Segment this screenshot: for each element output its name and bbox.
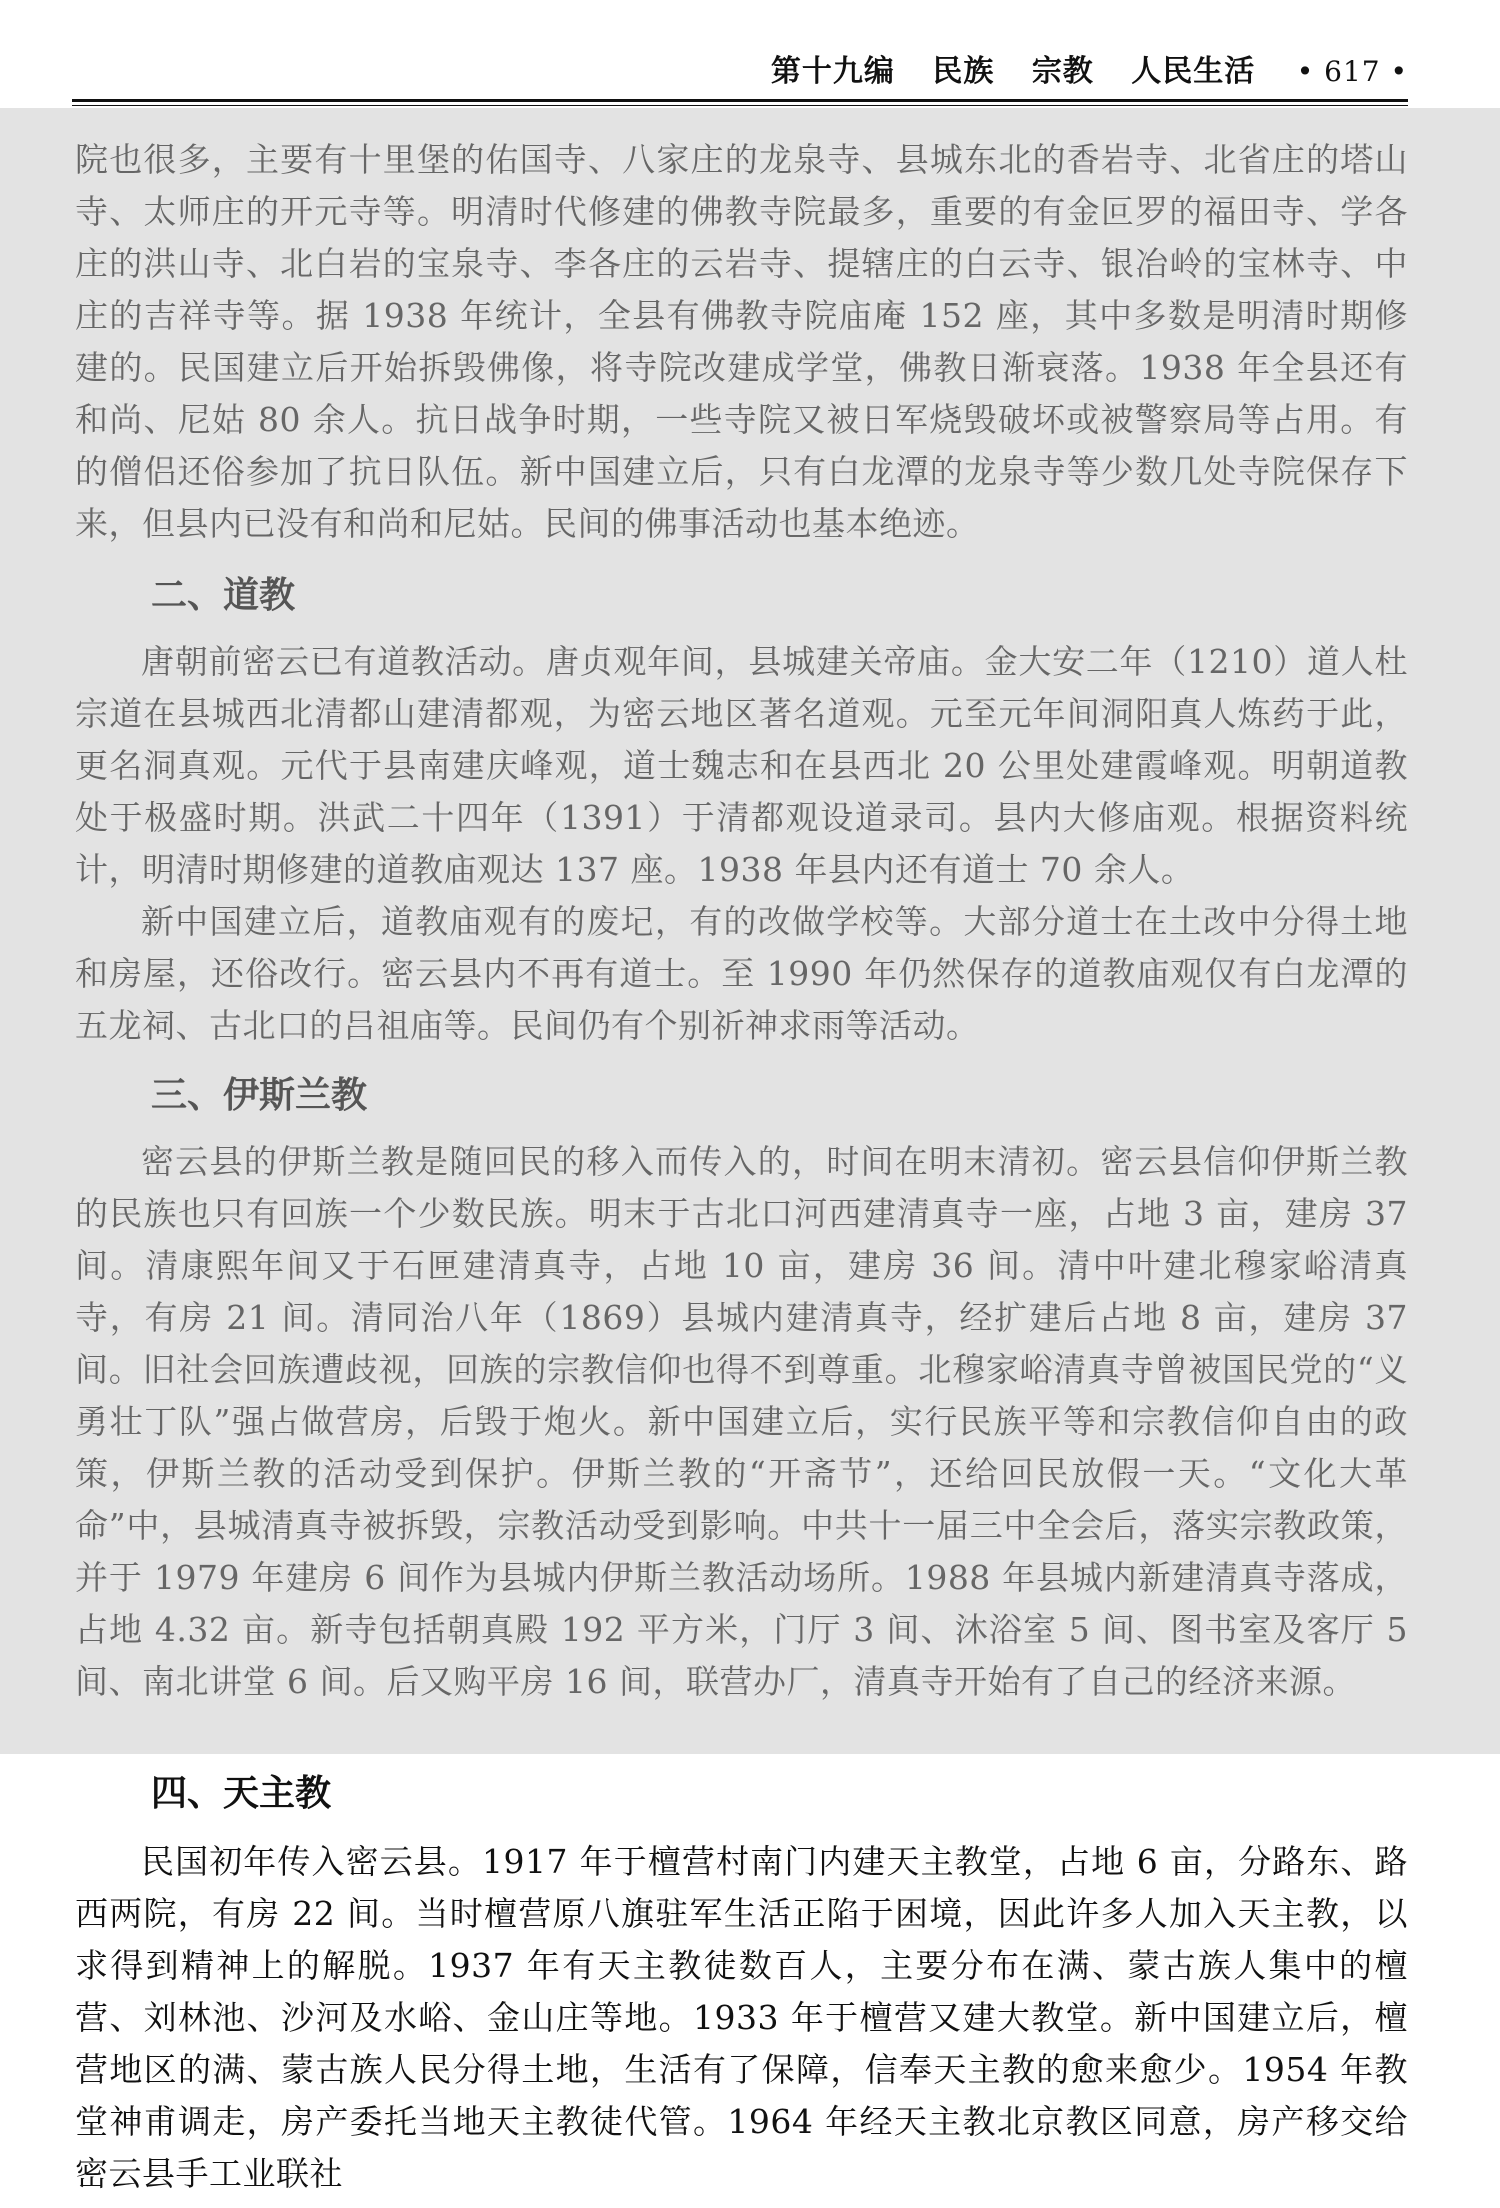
buddhism-paragraph-tail: 院也很多，主要有十里堡的佑国寺、八家庄的龙泉寺、县城东北的香岩寺、北省庄的塔山寺、太师庄的开元寺等。明清时代修建的佛教寺院最多，重要的有金叵罗的福田寺、学各庄的洪山寺、北白岩的宝泉寺、李各庄的云岩寺、提辖庄的白云寺、银冶岭的宝林寺、中庄的吉祥寺等。据 1938 年统计，全县有佛教寺院庙庵 152 座，其中多数是明清时期修建的。民国建立后开始拆毁佛像，将寺院改建成学堂，佛教日渐衰落。1938 年全县还有和尚、尼姑 80 余人。抗日战争时期，一些寺院又被日军烧毁破坏或被警察局等占用。有的僧侣还俗参加了抗日队伍。新中国建立后，只有白龙潭的龙泉寺等少数几处寺院保存下来，但县内已没有和尚和尼姑。民间的佛事活动也基本绝迹。: [75, 140, 1408, 543]
header-rule-thin: [72, 105, 1408, 106]
page-header: [72, 52, 1408, 92]
islam-paragraph-1: 密云县的伊斯兰教是随回民的移入而传入的，时间在明末清初。密云县信仰伊斯兰教的民族也只有回族一个少数民族。明末于古北口河西建清真寺一座，占地 3 亩，建房 37 间。清康熙年间又于石匣建清真寺，占地 10 亩，建房 36 间。清中叶建北穆家峪清真寺，有房 21 间。清同治八年（1869）县城内建清真寺，经扩建后占地 8 亩，建房 37 间。旧社会回族遭歧视，回族的宗教信仰也得不到尊重。北穆家峪清真寺曾被国民党的“义勇壮丁队”强占做营房，后毁于炮火。新中国建立后，实行民族平等和宗教信仰自由的政策，伊斯兰教的活动受到保护。伊斯兰教的“开斋节”，还给回民放假一天。“文化大革命”中，县城清真寺被拆毁，宗教活动受到影响。中共十一届三中全会后，落实宗教政策，并于 1979 年建房 6 间作为县城内伊斯兰教活动场所。1988 年县城内新建清真寺落成，占地 4.32 亩。新寺包括朝真殿 192 平方米，门厅 3 间、沐浴室 5 间、图书室及客厅 5 间、南北讲堂 6 间。后又购平房 16 间，联营办厂，清真寺开始有了自己的经济来源。: [75, 1142, 1408, 1701]
section-heading-taoism: 二、道教: [151, 575, 296, 616]
header-section-religion: 宗教: [1031, 54, 1094, 89]
highlighted-content: [75, 134, 1408, 1708]
section-heading-catholicism: 四、天主教: [151, 1773, 332, 1814]
section-heading-islam: 三、伊斯兰教: [151, 1075, 368, 1116]
taoism-paragraph-2: 新中国建立后，道教庙观有的废圮，有的改做学校等。大部分道士在土改中分得土地和房屋，还俗改行。密云县内不再有道士。至 1990 年仍然保存的道教庙观仅有白龙潭的五龙祠、古北口的吕祖庙等。民间仍有个别祈神求雨等活动。: [75, 902, 1408, 1045]
catholicism-paragraph-1: 民国初年传入密云县。1917 年于檀营村南门内建天主教堂，占地 6 亩，分路东、路西两院，有房 22 间。当时檀营原八旗驻军生活正陷于困境，因此许多人加入天主教，以求得到精神上的解脱。1937 年有天主教徒数百人，主要分布在满、蒙古族人集中的檀营、刘林池、沙河及水峪、金山庄等地。1933 年于檀营又建大教堂。新中国建立后，檀营地区的满、蒙古族人民分得土地，生活有了保障，信奉天主教的愈来愈少。1954 年教堂神甫调走，房产委托当地天主教徒代管。1964 年经天主教北京教区同意，房产移交给密云县手工业联社: [75, 1842, 1408, 2193]
header-part: 第十九编: [770, 54, 895, 89]
header-rule-thick: [72, 99, 1408, 102]
main-content: [75, 1768, 1408, 2200]
header-section-life: 人民生活: [1131, 54, 1256, 89]
header-section-ethnic: 民族: [932, 54, 995, 89]
taoism-paragraph-1: 唐朝前密云已有道教活动。唐贞观年间，县城建关帝庙。金大安二年（1210）道人杜宗道在县城西北清都山建清都观，为密云地区著名道观。元至元年间洞阳真人炼药于此，更名洞真观。元代于县南建庆峰观，道士魏志和在县西北 20 公里处建霞峰观。明朝道教处于极盛时期。洪武二十四年（1391）于清都观设道录司。县内大修庙观。根据资料统计，明清时期修建的道教庙观达 137 座。1938 年县内还有道士 70 余人。: [75, 642, 1408, 889]
page-number: • 617 •: [1296, 55, 1408, 88]
